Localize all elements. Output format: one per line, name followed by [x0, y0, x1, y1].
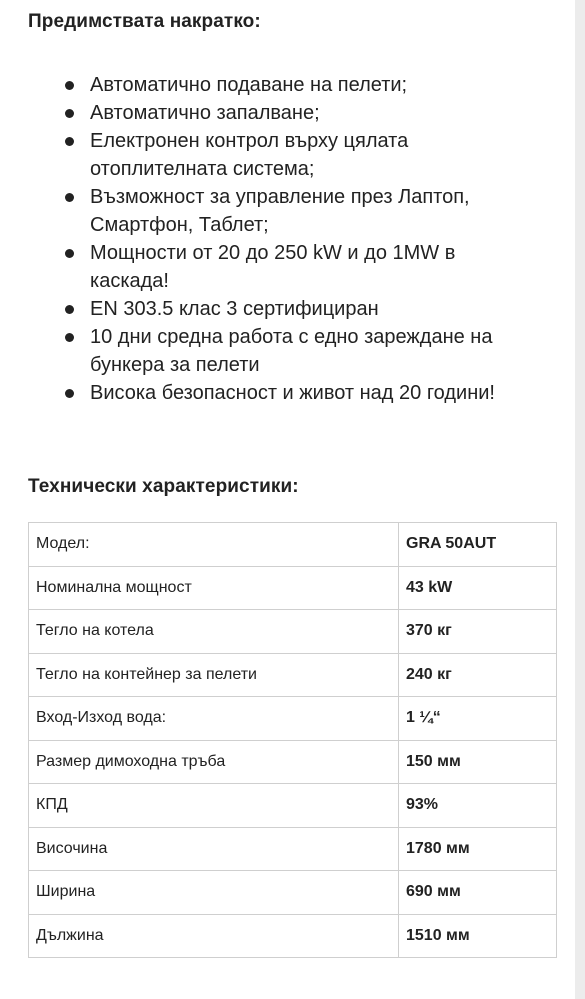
list-item-text: Автоматично запалване; [90, 102, 320, 124]
spec-label: Размер димоходна тръба [29, 740, 399, 784]
list-item [60, 99, 530, 127]
list-item [60, 323, 530, 379]
spec-label: Ширина [29, 871, 399, 915]
table-row [29, 827, 557, 871]
spec-value: 370 кг [399, 610, 557, 654]
advantages-list [60, 71, 530, 407]
table-row [29, 653, 557, 697]
table-row [29, 523, 557, 567]
list-item-text: Висока безопасност и живот над 20 години! [90, 382, 495, 404]
table-row [29, 784, 557, 828]
list-item [60, 71, 530, 99]
spec-label: КПД [29, 784, 399, 828]
list-item [60, 295, 530, 323]
table-row [29, 871, 557, 915]
list-item [60, 127, 530, 183]
table-row [29, 697, 557, 741]
bullet-icon [65, 305, 74, 314]
spec-value: GRA 50AUT [399, 523, 557, 567]
list-item-text: Възможност за управление през Лаптоп, Смартфон, Таблет; [90, 186, 470, 236]
spec-label: Височина [29, 827, 399, 871]
specs-table [28, 522, 557, 958]
list-item-text: EN 303.5 клас 3 сертифициран [90, 298, 379, 320]
table-row [29, 740, 557, 784]
spec-label: Вход-Изход вода: [29, 697, 399, 741]
spec-value: 1510 мм [399, 914, 557, 958]
list-item [60, 379, 530, 407]
bullet-icon [65, 389, 74, 398]
list-item-text: Електронен контрол върху цялата отоплителната система; [90, 130, 409, 180]
bullet-icon [65, 81, 74, 90]
spec-value: 150 мм [399, 740, 557, 784]
bullet-icon [65, 249, 74, 258]
spec-value: 690 мм [399, 871, 557, 915]
list-item-text: Мощности от 20 до 250 kW и до 1MW в каскада! [90, 242, 456, 292]
list-item-text: 10 дни средна работа с едно зареждане на бункера за пелети [90, 326, 493, 376]
advantages-heading: Предимствата накратко: [28, 11, 261, 32]
page-edge [575, 0, 585, 999]
spec-label: Тегло на котела [29, 610, 399, 654]
table-row [29, 914, 557, 958]
spec-label: Номинална мощност [29, 566, 399, 610]
list-item [60, 239, 530, 295]
spec-label: Дължина [29, 914, 399, 958]
table-row [29, 610, 557, 654]
spec-value: 240 кг [399, 653, 557, 697]
list-item [60, 183, 530, 239]
bullet-icon [65, 137, 74, 146]
list-item-text: Автоматично подаване на пелети; [90, 74, 408, 96]
spec-value: 1 ¼“ [399, 697, 557, 741]
spec-value: 93% [399, 784, 557, 828]
specs-heading: Технически характеристики: [28, 476, 299, 497]
bullet-icon [65, 333, 74, 342]
bullet-icon [65, 193, 74, 202]
spec-value: 1780 мм [399, 827, 557, 871]
spec-label: Тегло на контейнер за пелети [29, 653, 399, 697]
table-row [29, 566, 557, 610]
spec-label: Модел: [29, 523, 399, 567]
spec-value: 43 kW [399, 566, 557, 610]
bullet-icon [65, 109, 74, 118]
